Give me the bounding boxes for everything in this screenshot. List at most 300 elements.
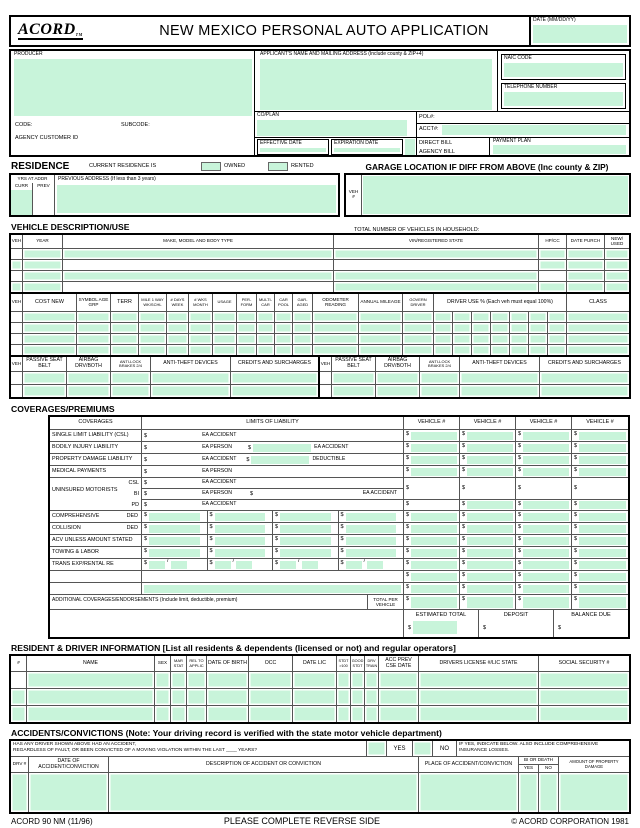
t2-cell-input[interactable] bbox=[11, 323, 23, 333]
premium-input[interactable] bbox=[523, 549, 569, 557]
date-purch-input[interactable] bbox=[567, 249, 605, 259]
t2-cell-input[interactable] bbox=[77, 334, 111, 344]
t2-cell-input[interactable] bbox=[313, 312, 359, 322]
ded-sub bbox=[339, 535, 404, 546]
total-premium-input[interactable] bbox=[579, 597, 626, 608]
vin-state-input[interactable] bbox=[334, 260, 539, 270]
t2-cell-input[interactable] bbox=[23, 345, 77, 355]
t2-cell-input[interactable] bbox=[23, 323, 77, 333]
t2-cell-input[interactable] bbox=[167, 334, 189, 344]
premium-input[interactable] bbox=[467, 537, 513, 545]
t3-cell-input[interactable] bbox=[332, 372, 376, 384]
phone-input[interactable] bbox=[504, 92, 623, 107]
year-input[interactable] bbox=[23, 249, 63, 259]
t3-cell-input[interactable] bbox=[540, 372, 629, 384]
t3-cell-input[interactable] bbox=[67, 385, 111, 397]
t2-cell-input[interactable] bbox=[453, 345, 472, 355]
driver-cell-input[interactable] bbox=[187, 689, 207, 705]
amount-input[interactable] bbox=[215, 537, 265, 545]
t2-cell-input[interactable] bbox=[275, 334, 293, 344]
premium-input[interactable] bbox=[467, 549, 513, 557]
driver-cell-input[interactable] bbox=[207, 689, 249, 705]
dollar-sign: $ bbox=[144, 456, 148, 463]
deductible-input[interactable] bbox=[149, 525, 199, 533]
producer-input[interactable] bbox=[14, 59, 252, 116]
date-purch-input[interactable] bbox=[567, 271, 605, 281]
driver-cell-input[interactable] bbox=[171, 689, 187, 705]
premium-input[interactable] bbox=[579, 468, 626, 476]
t2-cell-input[interactable] bbox=[111, 345, 139, 355]
t3-cell-input[interactable] bbox=[420, 385, 460, 397]
t2-cell-input[interactable] bbox=[11, 334, 23, 344]
premium-input[interactable] bbox=[467, 456, 513, 464]
yes-checkbox[interactable] bbox=[367, 741, 387, 756]
t3-cell-input[interactable] bbox=[11, 385, 23, 397]
acct-input[interactable] bbox=[442, 125, 626, 135]
t2-cell-input[interactable] bbox=[567, 312, 629, 322]
total-premium-input[interactable] bbox=[411, 597, 457, 608]
premium-input[interactable] bbox=[579, 549, 626, 557]
premium-input[interactable] bbox=[579, 537, 626, 545]
premium-input[interactable] bbox=[579, 456, 626, 464]
t2-cell-input[interactable] bbox=[313, 345, 359, 355]
premium-input[interactable] bbox=[411, 585, 457, 593]
vin-state-input[interactable] bbox=[334, 282, 539, 292]
driver-cell-input[interactable] bbox=[11, 689, 27, 705]
premium-input[interactable] bbox=[579, 585, 626, 593]
t3-cell-input[interactable] bbox=[67, 372, 111, 384]
premium-input[interactable] bbox=[523, 525, 569, 533]
amount-input[interactable] bbox=[171, 561, 187, 569]
amount-input[interactable] bbox=[346, 537, 396, 545]
accident-cell-input[interactable] bbox=[519, 773, 539, 812]
new-used-input[interactable] bbox=[605, 249, 629, 259]
deductible-input[interactable] bbox=[149, 513, 199, 521]
t2-cell-input[interactable] bbox=[257, 312, 275, 322]
premium-input[interactable] bbox=[579, 561, 626, 569]
t2-cell-input[interactable] bbox=[567, 345, 629, 355]
make-model-input[interactable] bbox=[63, 260, 334, 270]
t2-cell-input[interactable] bbox=[567, 334, 629, 344]
hpcc-input[interactable] bbox=[539, 249, 567, 259]
t2-cell-input[interactable] bbox=[529, 312, 548, 322]
t2-cell-input[interactable] bbox=[491, 345, 510, 355]
new-used-input[interactable] bbox=[605, 282, 629, 292]
date-purch-input[interactable] bbox=[567, 260, 605, 270]
deductible-input[interactable] bbox=[280, 525, 330, 533]
premium-input[interactable] bbox=[523, 456, 569, 464]
premium-input[interactable] bbox=[579, 513, 626, 521]
t2-cell-input[interactable] bbox=[111, 312, 139, 322]
t2-cell-input[interactable] bbox=[237, 334, 257, 344]
additional-cell-cont[interactable] bbox=[50, 610, 404, 637]
premium-input[interactable] bbox=[467, 525, 513, 533]
deductible-input[interactable] bbox=[280, 513, 330, 521]
driver-cell-input[interactable] bbox=[365, 672, 379, 688]
t2-cell-input[interactable] bbox=[434, 345, 453, 355]
premium-input[interactable] bbox=[579, 432, 626, 440]
driver-cell-input[interactable] bbox=[27, 672, 155, 688]
make-model-input[interactable] bbox=[63, 282, 334, 292]
driver-cell-input[interactable] bbox=[187, 672, 207, 688]
driver-cell-input[interactable] bbox=[351, 706, 365, 722]
driver-cell-input[interactable] bbox=[337, 689, 351, 705]
veh-num-input[interactable] bbox=[11, 260, 23, 270]
premium-input[interactable] bbox=[411, 549, 457, 557]
t2-cell-input[interactable] bbox=[403, 345, 434, 355]
make-model-input[interactable] bbox=[63, 249, 334, 259]
t2-cell-input[interactable] bbox=[237, 312, 257, 322]
t3-cell-input[interactable] bbox=[11, 372, 23, 384]
hpcc-input[interactable] bbox=[539, 282, 567, 292]
amount-input[interactable] bbox=[149, 561, 165, 569]
t3-cell-input[interactable] bbox=[376, 372, 420, 384]
t2-cell-input[interactable] bbox=[257, 334, 275, 344]
t3-cell-input[interactable] bbox=[320, 372, 332, 384]
premium-input[interactable] bbox=[523, 561, 569, 569]
driver-cell-input[interactable] bbox=[207, 706, 249, 722]
t2-cell-input[interactable] bbox=[491, 312, 510, 322]
owned-checkbox[interactable] bbox=[201, 162, 221, 171]
t2-cell-input[interactable] bbox=[293, 334, 313, 344]
driver-cell-input[interactable] bbox=[293, 672, 337, 688]
effective-date-input[interactable] bbox=[260, 148, 326, 153]
limit-input[interactable] bbox=[253, 444, 311, 452]
t2-cell-input[interactable] bbox=[237, 323, 257, 333]
year-input[interactable] bbox=[23, 271, 63, 281]
t2-cell-input[interactable] bbox=[111, 323, 139, 333]
t2-cell-input[interactable] bbox=[548, 323, 567, 333]
driver-cell-input[interactable] bbox=[365, 706, 379, 722]
t2-cell-input[interactable] bbox=[548, 345, 567, 355]
bill-input[interactable] bbox=[405, 139, 415, 155]
t2-cell-input[interactable] bbox=[77, 345, 111, 355]
driver-cell-input[interactable] bbox=[249, 672, 293, 688]
garage-location-input[interactable] bbox=[363, 176, 628, 214]
t2-cell-input[interactable] bbox=[23, 334, 77, 344]
premium-input[interactable] bbox=[411, 513, 457, 521]
t3-cell-input[interactable] bbox=[460, 372, 540, 384]
driver-cell-input[interactable] bbox=[539, 706, 629, 722]
premium-input[interactable] bbox=[523, 501, 569, 508]
driver-cell-input[interactable] bbox=[11, 706, 27, 722]
t2-cell-input[interactable] bbox=[189, 345, 213, 355]
t2-cell-input[interactable] bbox=[139, 323, 167, 333]
amount-input[interactable] bbox=[236, 561, 252, 569]
veh-num-input[interactable] bbox=[11, 271, 23, 281]
t3-cell-input[interactable] bbox=[332, 385, 376, 397]
make-model-input[interactable] bbox=[63, 271, 334, 281]
t3-cell-input[interactable] bbox=[151, 372, 231, 384]
veh-num-input[interactable] bbox=[11, 282, 23, 292]
t2-cell-input[interactable] bbox=[403, 323, 434, 333]
t2-cell-input[interactable] bbox=[472, 334, 491, 344]
driver-cell-input[interactable] bbox=[249, 689, 293, 705]
dollar-sign: $ bbox=[574, 548, 578, 554]
t2-cell-input[interactable] bbox=[11, 345, 23, 355]
premium-input[interactable] bbox=[523, 585, 569, 593]
t2-cell-input[interactable] bbox=[77, 312, 111, 322]
t2-cell-input[interactable] bbox=[167, 345, 189, 355]
premium-input[interactable] bbox=[523, 468, 569, 476]
accident-cell-input[interactable] bbox=[11, 773, 29, 812]
amount-input[interactable] bbox=[346, 549, 396, 557]
hpcc-input[interactable] bbox=[539, 260, 567, 270]
vin-state-input[interactable] bbox=[334, 249, 539, 259]
previous-address-input[interactable] bbox=[57, 185, 336, 214]
premium-input[interactable] bbox=[411, 525, 457, 533]
premium-input[interactable] bbox=[523, 432, 569, 440]
t2-cell-input[interactable] bbox=[189, 312, 213, 322]
t2-cell-input[interactable] bbox=[257, 345, 275, 355]
deductible-input[interactable] bbox=[346, 525, 396, 533]
dollar-sign: $ bbox=[209, 560, 213, 566]
premium-input[interactable] bbox=[411, 468, 457, 476]
driver-cell-input[interactable] bbox=[539, 672, 629, 688]
accident-cell-input[interactable] bbox=[559, 773, 629, 812]
dollar-sign: $ bbox=[518, 500, 522, 507]
deductible-input[interactable] bbox=[346, 513, 396, 521]
date-input[interactable] bbox=[533, 25, 627, 44]
driver-cell-input[interactable] bbox=[351, 689, 365, 705]
driver-cell-input[interactable] bbox=[11, 672, 27, 688]
premium-input[interactable] bbox=[467, 432, 513, 440]
accident-cell-input[interactable] bbox=[29, 773, 109, 812]
t2-cell-input[interactable] bbox=[167, 323, 189, 333]
year-input[interactable] bbox=[23, 282, 63, 292]
premium-input[interactable] bbox=[523, 573, 569, 581]
driver-cell-input[interactable] bbox=[155, 706, 171, 722]
t2-cell-input[interactable] bbox=[510, 312, 529, 322]
t2-cell-input[interactable] bbox=[77, 323, 111, 333]
driver-cell-input[interactable] bbox=[337, 672, 351, 688]
deductible-input[interactable] bbox=[215, 513, 265, 521]
driver-cell-input[interactable] bbox=[379, 689, 419, 705]
expiration-date-input[interactable] bbox=[334, 148, 400, 153]
premium-input[interactable] bbox=[579, 573, 626, 581]
premium-cell bbox=[460, 511, 516, 522]
accident-cell-input[interactable] bbox=[539, 773, 559, 812]
amount-input[interactable] bbox=[280, 561, 296, 569]
t2-cell-input[interactable] bbox=[472, 312, 491, 322]
driver-cell-input[interactable] bbox=[207, 672, 249, 688]
t3-cell-input[interactable] bbox=[231, 385, 318, 397]
driver-cell-input[interactable] bbox=[155, 689, 171, 705]
driver-cell-input[interactable] bbox=[379, 672, 419, 688]
yrs-curr-input[interactable] bbox=[11, 190, 33, 215]
t2-cell-input[interactable] bbox=[293, 345, 313, 355]
t2-cell-input[interactable] bbox=[139, 312, 167, 322]
t2-cell-input[interactable] bbox=[510, 334, 529, 344]
t2-cell-input[interactable] bbox=[275, 312, 293, 322]
premium-input[interactable] bbox=[579, 501, 626, 508]
amount-input[interactable] bbox=[149, 537, 199, 545]
new-used-input[interactable] bbox=[605, 271, 629, 281]
amount-input[interactable] bbox=[280, 549, 330, 557]
driver-cell-input[interactable] bbox=[379, 706, 419, 722]
premium-input[interactable] bbox=[579, 525, 626, 533]
t2-cell-input[interactable] bbox=[23, 312, 77, 322]
t2-cell-input[interactable] bbox=[434, 323, 453, 333]
t2-cell-input[interactable] bbox=[453, 312, 472, 322]
driver-cell-input[interactable] bbox=[27, 689, 155, 705]
driver-cell-input[interactable] bbox=[27, 706, 155, 722]
coplan-input[interactable] bbox=[257, 120, 407, 136]
driver-cell-input[interactable] bbox=[187, 706, 207, 722]
amount-input[interactable] bbox=[302, 561, 318, 569]
t3-cell-input[interactable] bbox=[231, 372, 318, 384]
amount-input[interactable] bbox=[367, 561, 383, 569]
driver-cell-input[interactable] bbox=[419, 706, 539, 722]
t2-cell-input[interactable] bbox=[472, 345, 491, 355]
premium-input[interactable] bbox=[411, 573, 457, 581]
t3-cell-input[interactable] bbox=[23, 385, 67, 397]
t2-cell-input[interactable] bbox=[510, 323, 529, 333]
limit-input[interactable] bbox=[251, 456, 309, 464]
t2-cell-input[interactable] bbox=[529, 345, 548, 355]
premium-input[interactable] bbox=[523, 513, 569, 521]
driver-cell-input[interactable] bbox=[365, 689, 379, 705]
t2-cell-input[interactable] bbox=[275, 345, 293, 355]
premium-input[interactable] bbox=[467, 444, 513, 452]
t2-cell-input[interactable] bbox=[237, 345, 257, 355]
t2-cell-input[interactable] bbox=[139, 345, 167, 355]
accident-cell-input[interactable] bbox=[419, 773, 519, 812]
t2-cell-input[interactable] bbox=[359, 312, 403, 322]
t2-cell-input[interactable] bbox=[111, 334, 139, 344]
premium-input[interactable] bbox=[467, 573, 513, 581]
t2-cell-input[interactable] bbox=[293, 323, 313, 333]
t2-cell-input[interactable] bbox=[213, 345, 237, 355]
driver-cell-input[interactable] bbox=[419, 672, 539, 688]
premium-input[interactable] bbox=[411, 444, 457, 452]
premium-input[interactable] bbox=[411, 561, 457, 569]
driver-cell-input[interactable] bbox=[155, 672, 171, 688]
t2-cell-input[interactable] bbox=[275, 323, 293, 333]
t2-cell-input[interactable] bbox=[491, 323, 510, 333]
t2-cell-input[interactable] bbox=[257, 323, 275, 333]
t2-cell-input[interactable] bbox=[434, 312, 453, 322]
t2-cell-input[interactable] bbox=[139, 334, 167, 344]
premium-input[interactable] bbox=[467, 501, 513, 508]
premium-input[interactable] bbox=[579, 444, 626, 452]
amount-input[interactable] bbox=[346, 561, 362, 569]
applicant-input[interactable] bbox=[260, 59, 492, 110]
driver-cell-input[interactable] bbox=[171, 706, 187, 722]
payment-plan-input[interactable] bbox=[493, 145, 626, 154]
t3-cell-input[interactable] bbox=[376, 385, 420, 397]
driver-cell-input[interactable] bbox=[419, 689, 539, 705]
rented-checkbox[interactable] bbox=[268, 162, 288, 171]
t3-cell-input[interactable] bbox=[23, 372, 67, 384]
t3-cell-input[interactable] bbox=[420, 372, 460, 384]
t2-cell-input[interactable] bbox=[529, 334, 548, 344]
t3-cell-input[interactable] bbox=[111, 372, 151, 384]
t3-cell-input[interactable] bbox=[540, 385, 629, 397]
t2-cell-input[interactable] bbox=[189, 323, 213, 333]
amount-input[interactable] bbox=[215, 549, 265, 557]
premium-input[interactable] bbox=[467, 561, 513, 569]
driver-cell-input[interactable] bbox=[171, 672, 187, 688]
t3-cell-input[interactable] bbox=[111, 385, 151, 397]
yrs-prev-input[interactable] bbox=[33, 190, 54, 215]
t2-cell-input[interactable] bbox=[567, 323, 629, 333]
driver-cell-input[interactable] bbox=[539, 689, 629, 705]
t2-cell-input[interactable] bbox=[529, 323, 548, 333]
t2-cell-input[interactable] bbox=[313, 323, 359, 333]
driver-cell-input[interactable] bbox=[351, 672, 365, 688]
premium-input[interactable] bbox=[411, 432, 457, 440]
t2-cell-input[interactable] bbox=[359, 345, 403, 355]
t2-cell-input[interactable] bbox=[189, 334, 213, 344]
t2-cell-input[interactable] bbox=[167, 312, 189, 322]
t2-cell-input[interactable] bbox=[11, 312, 23, 322]
t2-cell-input[interactable] bbox=[434, 334, 453, 344]
t2-cell-input[interactable] bbox=[510, 345, 529, 355]
premium-input[interactable] bbox=[411, 456, 457, 464]
t3-cell-input[interactable] bbox=[460, 385, 540, 397]
t2-cell-input[interactable] bbox=[213, 334, 237, 344]
t2-cell-input[interactable] bbox=[548, 312, 567, 322]
driver-cell-input[interactable] bbox=[337, 706, 351, 722]
driver-cell-input[interactable] bbox=[293, 689, 337, 705]
premium-input[interactable] bbox=[411, 537, 457, 545]
premium-input[interactable] bbox=[523, 444, 569, 452]
hpcc-input[interactable] bbox=[539, 271, 567, 281]
limits-cell bbox=[142, 454, 404, 465]
vin-state-input[interactable] bbox=[334, 271, 539, 281]
premium-input[interactable] bbox=[467, 585, 513, 593]
premium-input[interactable] bbox=[523, 537, 569, 545]
premium-input[interactable] bbox=[467, 468, 513, 476]
t2-cell-input[interactable] bbox=[213, 312, 237, 322]
driver-cell-input[interactable] bbox=[293, 706, 337, 722]
accident-cell-input[interactable] bbox=[109, 773, 419, 812]
t2-cell-input[interactable] bbox=[491, 334, 510, 344]
no-checkbox[interactable] bbox=[413, 741, 433, 756]
total-premium-input[interactable] bbox=[467, 597, 513, 608]
estimated-total-input[interactable] bbox=[413, 621, 457, 634]
t2-cell-input[interactable] bbox=[453, 323, 472, 333]
t2-cell-input[interactable] bbox=[403, 312, 434, 322]
endorsement-input[interactable] bbox=[144, 585, 401, 593]
year-input[interactable] bbox=[23, 260, 63, 270]
amount-input[interactable] bbox=[215, 561, 231, 569]
premium-input[interactable] bbox=[467, 513, 513, 521]
veh-num-input[interactable] bbox=[11, 249, 23, 259]
t2-cell-input[interactable] bbox=[359, 323, 403, 333]
date-purch-input[interactable] bbox=[567, 282, 605, 292]
t2-cell-input[interactable] bbox=[313, 334, 359, 344]
um-csl-bi-premium bbox=[516, 478, 571, 499]
driver-cell-input[interactable] bbox=[249, 706, 293, 722]
t3-cell-input[interactable] bbox=[151, 385, 231, 397]
new-used-input[interactable] bbox=[605, 260, 629, 270]
t2-cell-input[interactable] bbox=[213, 323, 237, 333]
t3-cell-input[interactable] bbox=[320, 385, 332, 397]
t2-cell-input[interactable] bbox=[548, 334, 567, 344]
amount-input[interactable] bbox=[149, 549, 199, 557]
deductible-input[interactable] bbox=[215, 525, 265, 533]
t2-cell-input[interactable] bbox=[293, 312, 313, 322]
total-premium-input[interactable] bbox=[523, 597, 569, 608]
amount-input[interactable] bbox=[280, 537, 330, 545]
t2-cell-input[interactable] bbox=[472, 323, 491, 333]
t2-cell-input[interactable] bbox=[453, 334, 472, 344]
t2-cell-input[interactable] bbox=[403, 334, 434, 344]
t2-cell-input[interactable] bbox=[359, 334, 403, 344]
naic-input[interactable] bbox=[504, 63, 623, 78]
